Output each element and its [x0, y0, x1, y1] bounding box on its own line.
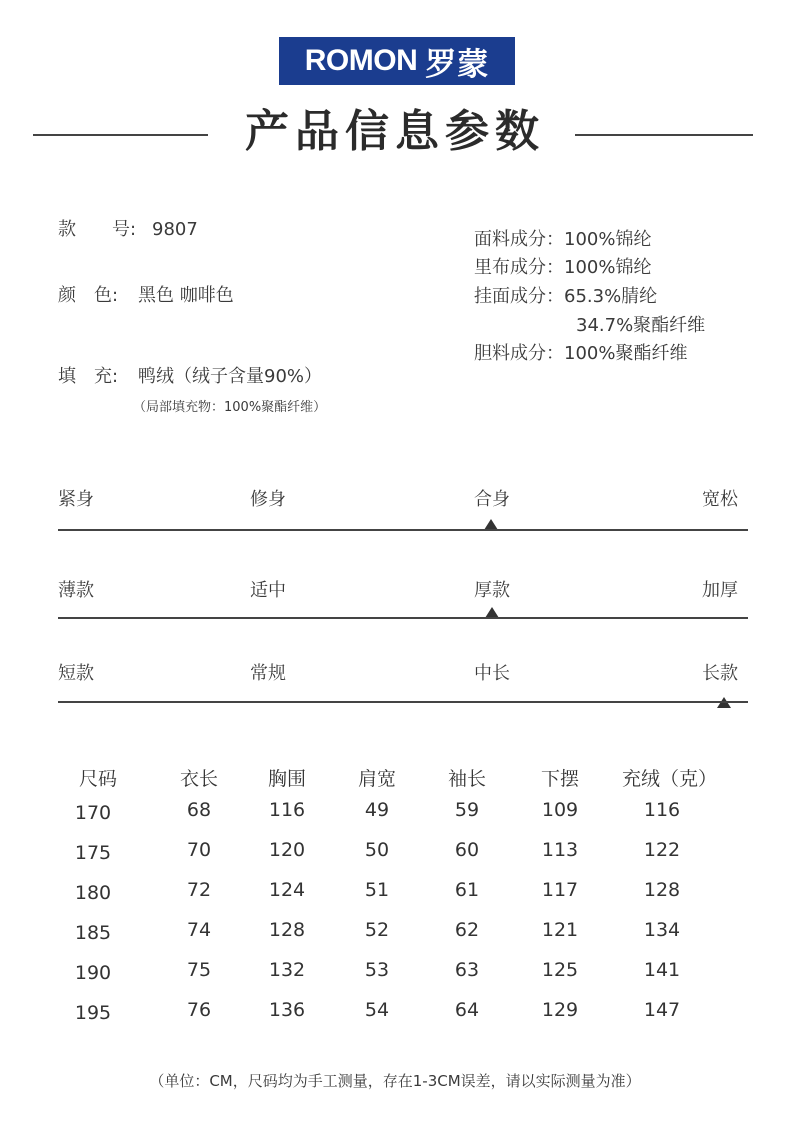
scale-length-label-2: 中长 — [474, 663, 510, 684]
scale-fit-label-1: 修身 — [250, 489, 286, 510]
table-cell: 175 — [74, 842, 112, 864]
table-cell: 134 — [643, 919, 681, 941]
measurement-footnote: （单位：CM，尺码均为手工测量，存在1-3CM误差，请以实际测量为准） — [149, 1072, 641, 1090]
table-cell: 122 — [643, 839, 681, 861]
color-label: 颜 色: — [58, 285, 119, 306]
table-cell: 117 — [541, 879, 579, 901]
table-header-hem: 下摆 — [540, 768, 579, 790]
fill-note: （局部填充物：100%聚酯纤维） — [133, 400, 327, 415]
title-rule-right — [575, 134, 753, 136]
table-header-down-fill: 充绒（克） — [622, 768, 718, 790]
table-cell: 113 — [541, 839, 579, 861]
table-cell: 190 — [74, 962, 112, 984]
table-cell: 52 — [364, 919, 390, 941]
table-cell: 185 — [74, 922, 112, 944]
table-cell: 109 — [541, 799, 579, 821]
brand-latin: ROMON — [304, 44, 418, 77]
table-cell: 53 — [364, 959, 390, 981]
table-cell: 54 — [364, 999, 390, 1021]
table-cell: 60 — [454, 839, 480, 861]
scale-fit-line — [58, 529, 748, 531]
table-cell: 116 — [268, 799, 306, 821]
table-cell: 129 — [541, 999, 579, 1021]
scale-length-label-1: 常规 — [250, 663, 286, 684]
table-cell: 64 — [454, 999, 480, 1021]
scale-fit-label-3: 宽松 — [702, 489, 738, 510]
table-cell: 62 — [454, 919, 480, 941]
table-cell: 61 — [454, 879, 480, 901]
lining-composition: 里布成分：100%锦纶 — [474, 257, 652, 278]
scale-fit-label-0: 紧身 — [58, 489, 94, 510]
table-cell: 63 — [454, 959, 480, 981]
facing-composition-2: 34.7%聚酯纤维 — [576, 315, 706, 336]
table-cell: 180 — [74, 882, 112, 904]
table-header-chest: 胸围 — [267, 768, 306, 790]
table-cell: 59 — [454, 799, 480, 821]
table-cell: 121 — [541, 919, 579, 941]
table-cell: 170 — [74, 802, 112, 824]
style-number-label: 款 号: — [58, 219, 137, 240]
scale-length-label-0: 短款 — [58, 663, 94, 684]
fill-value: 鸭绒（绒子含量90%） — [138, 366, 323, 387]
table-cell: 72 — [186, 879, 212, 901]
table-cell: 128 — [643, 879, 681, 901]
table-cell: 49 — [364, 799, 390, 821]
scale-thickness-line — [58, 617, 748, 619]
facing-composition: 挂面成分：65.3%腈纶 — [474, 286, 658, 307]
scale-length-line — [58, 701, 748, 703]
page-title: 产品信息参数 — [245, 106, 545, 157]
title-rule-left — [33, 134, 208, 136]
fabric-composition: 面料成分：100%锦纶 — [474, 229, 652, 250]
fill-label: 填 充: — [58, 366, 119, 387]
scale-thickness-label-0: 薄款 — [58, 580, 94, 601]
table-cell: 136 — [268, 999, 306, 1021]
table-cell: 120 — [268, 839, 306, 861]
brand-chinese: 罗蒙 — [425, 46, 490, 82]
table-cell: 147 — [643, 999, 681, 1021]
color-value: 黑色 咖啡色 — [138, 285, 234, 306]
table-cell: 116 — [643, 799, 681, 821]
table-cell: 141 — [643, 959, 681, 981]
brand-logo — [279, 37, 515, 85]
table-cell: 68 — [186, 799, 212, 821]
table-cell: 132 — [268, 959, 306, 981]
style-number-value: 9807 — [152, 219, 198, 240]
table-cell: 124 — [268, 879, 306, 901]
scale-thickness-label-2: 厚款 — [474, 580, 510, 601]
scale-fit-label-2: 合身 — [474, 489, 510, 510]
scale-thickness-label-3: 加厚 — [702, 580, 738, 601]
table-cell: 75 — [186, 959, 212, 981]
table-header-sleeve: 袖长 — [447, 768, 486, 790]
liner-composition: 胆料成分：100%聚酯纤维 — [474, 343, 688, 364]
table-cell: 70 — [186, 839, 212, 861]
table-cell: 74 — [186, 919, 212, 941]
table-cell: 50 — [364, 839, 390, 861]
table-cell: 195 — [74, 1002, 112, 1024]
table-cell: 125 — [541, 959, 579, 981]
table-cell: 51 — [364, 879, 390, 901]
table-cell: 128 — [268, 919, 306, 941]
table-cell: 76 — [186, 999, 212, 1021]
scale-length-label-3: 长款 — [702, 663, 738, 684]
table-header-shoulder: 肩宽 — [357, 768, 396, 790]
scale-thickness-label-1: 适中 — [250, 580, 286, 601]
table-header-length: 衣长 — [179, 768, 218, 790]
table-header-size: 尺码 — [78, 768, 117, 790]
